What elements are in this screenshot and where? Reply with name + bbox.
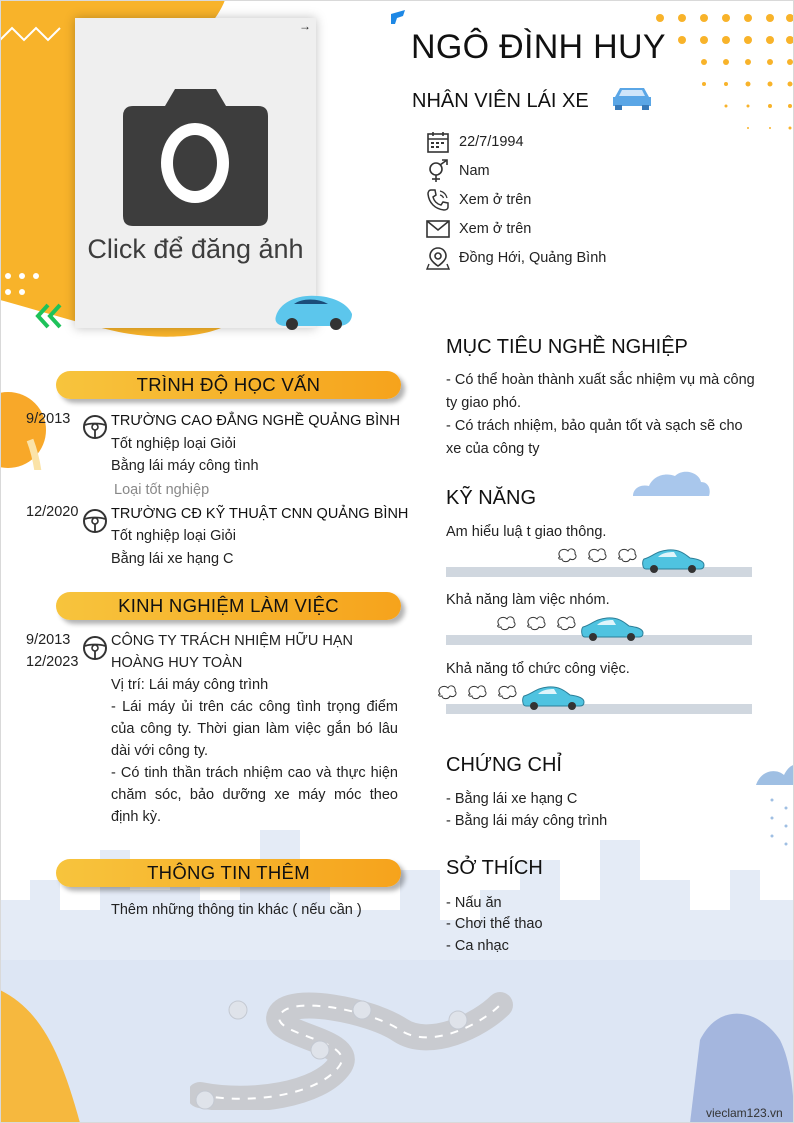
hobby-item: - Nấu ăn	[446, 895, 502, 911]
phone-value: Xem ở trên	[459, 192, 532, 208]
education-detail: Bằng lái máy công tình	[111, 458, 259, 474]
phone-row	[426, 188, 531, 212]
arrow-icon: →	[299, 19, 311, 33]
education-note: Loại tốt nghiệp	[114, 482, 210, 498]
photo-placeholder-text: Click để đăng ảnh	[87, 234, 304, 264]
skill-label: Am hiểu luậ t giao thông.	[446, 524, 607, 540]
certificates-heading: CHỨNG CHỈ	[446, 754, 562, 776]
certificate-item: - Bằng lái xe hạng C	[446, 791, 578, 807]
candidate-name: NGÔ ĐÌNH HUY	[411, 28, 666, 66]
skill-label: Khả năng làm việc nhóm.	[446, 592, 610, 608]
objective-text: - Có trách nhiệm, bảo quản tốt và sạch sẽ cho xe của công ty	[446, 418, 743, 457]
company-name: CÔNG TY TRÁCH NHIỆM HỮU HẠN HOÀNG HUY TOÀN	[111, 633, 353, 671]
gender-value: Nam	[459, 163, 490, 179]
calendar-icon	[426, 130, 450, 154]
school-name: TRƯỜNG CAO ĐẲNG NGHỀ QUẢNG BÌNH	[111, 413, 401, 429]
education-date: 9/2013	[26, 411, 71, 427]
birthday-row	[426, 130, 524, 154]
school-name: TRƯỜNG CĐ KỸ THUẬT CNN QUẢNG BÌNH	[111, 506, 409, 522]
skill-level-car	[436, 682, 586, 710]
education-detail: Bằng lái xe hạng C	[111, 551, 234, 567]
gender-row	[426, 159, 490, 183]
education-detail: Tốt nghiệp loại Giỏi	[111, 436, 236, 452]
hobbies-heading: SỞ THÍCH	[446, 857, 543, 879]
footer-site: vieclam123.vn	[706, 1106, 783, 1120]
job-title: NHÂN VIÊN LÁI XE	[412, 90, 589, 112]
extra-info-heading: THÔNG TIN THÊM	[56, 859, 401, 887]
job-description: - Có tinh thần trách nhiệm cao và thực hiện chăm sóc, bảo dưỡng xe máy móc theo định kỳ.	[111, 765, 398, 825]
sports-car-illustration	[272, 288, 354, 334]
steering-wheel-icon	[82, 508, 108, 534]
certificate-item: - Bằng lái máy công trình	[446, 813, 608, 829]
location-pin-icon	[426, 246, 450, 270]
envelope-icon	[426, 217, 450, 241]
hobby-item: - Ca nhạc	[446, 938, 509, 954]
job-description: - Lái máy ủi trên các công tình trọng điểm của công ty. Thời gian làm việc gắn bó lâu dài với công ty.	[111, 699, 398, 759]
logo-icon	[389, 8, 407, 26]
steering-wheel-icon	[82, 635, 108, 661]
education-detail: Tốt nghiệp loại Giỏi	[111, 528, 236, 544]
skill-label: Khả năng tổ chức công việc.	[446, 661, 630, 677]
birthday-value: 22/7/1994	[459, 134, 524, 150]
photo-upload[interactable]	[75, 18, 316, 328]
objective-text: - Có thể hoàn thành xuất sắc nhiệm vụ mà công ty giao phó.	[446, 372, 755, 411]
skills-heading: KỸ NĂNG	[446, 487, 537, 509]
gender-icon	[426, 159, 450, 183]
email-value: Xem ở trên	[459, 221, 532, 237]
objective-heading: MỤC TIÊU NGHỀ NGHIỆP	[446, 336, 688, 358]
skill-level-car	[556, 545, 706, 573]
email-row	[426, 217, 531, 241]
experience-date-start: 9/2013	[26, 632, 71, 648]
experience-heading: KINH NGHIỆM LÀM VIỆC	[56, 592, 401, 620]
phone-icon	[426, 188, 450, 212]
job-position: Vị trí: Lái máy công trình	[111, 677, 269, 693]
skill-level-car	[495, 613, 645, 641]
experience-date-end: 12/2023	[26, 654, 79, 670]
address-value: Đồng Hới, Quảng Bình	[459, 250, 607, 266]
education-heading: TRÌNH ĐỘ HỌC VẤN	[56, 371, 401, 399]
camera-icon	[123, 81, 268, 226]
car-icon	[611, 83, 653, 111]
steering-wheel-icon	[82, 414, 108, 440]
hobby-item: - Chơi thể thao	[446, 916, 543, 932]
education-date: 12/2020	[26, 504, 79, 520]
address-row	[426, 246, 606, 270]
extra-info-text: Thêm những thông tin khác ( nếu cần )	[111, 902, 362, 918]
